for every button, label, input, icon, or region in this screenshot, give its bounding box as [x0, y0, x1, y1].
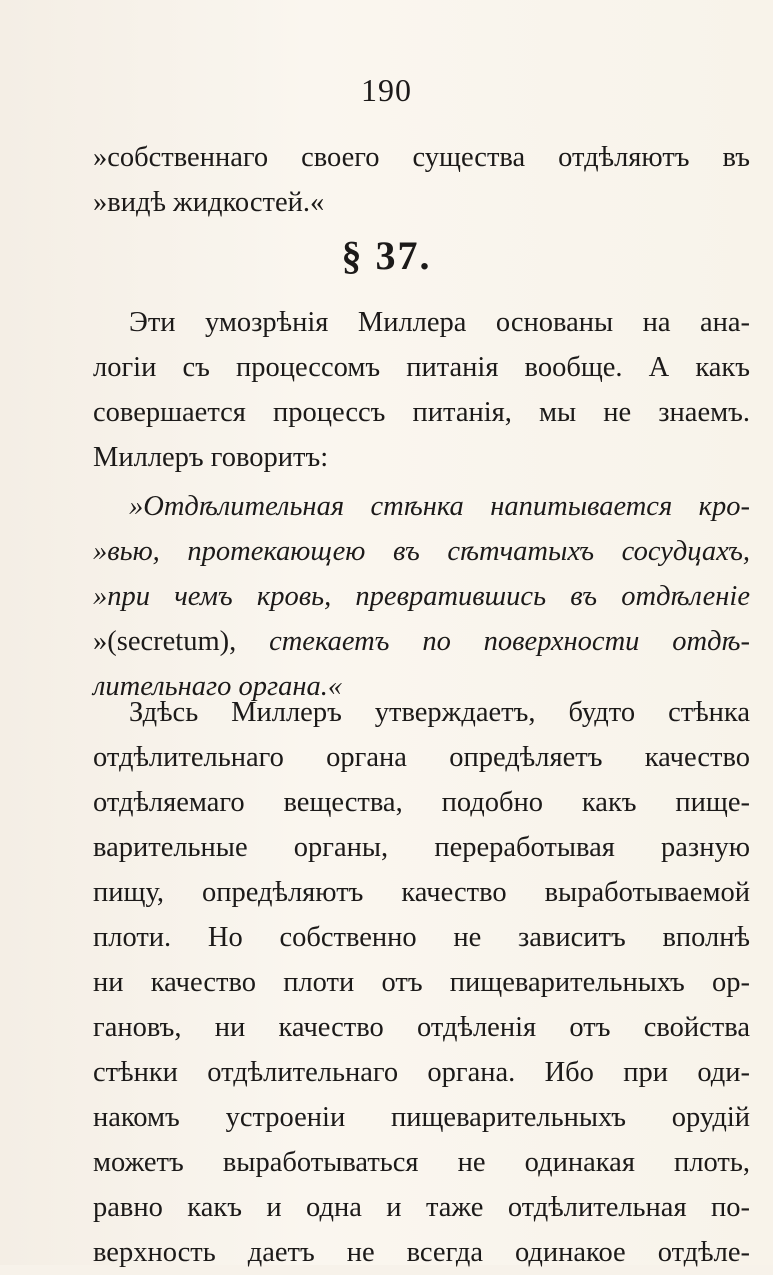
section-heading: § 37. — [341, 233, 432, 278]
quote-line — [93, 619, 750, 664]
text-line: гановъ, ни качество отдѣленія отъ свойства — [93, 1012, 750, 1043]
text-line: накомъ устроеніи пищеварительныхъ орудій — [93, 1102, 750, 1133]
text-line: варительные органы, переработывая разную — [93, 832, 750, 863]
paragraph-2 — [93, 690, 750, 1275]
top-text — [93, 135, 750, 225]
text-line: ни качество плоти отъ пищеварительныхъ ор- — [93, 967, 750, 998]
paragraph-1 — [93, 300, 750, 480]
text-line: Эти умозрѣнія Миллера основаны на ана- — [129, 307, 750, 338]
page-number: 190 — [361, 72, 412, 108]
quote-line: »при чемъ кровь, превратившись въ отдѣленіе — [93, 581, 750, 612]
text-line: плоти. Но собственно не зависитъ вполнѣ — [93, 922, 750, 953]
text-line: отдѣлительнаго органа опредѣляетъ качество — [93, 742, 750, 773]
text-line: равно какъ и одна и таже отдѣлительная по- — [93, 1192, 750, 1223]
text-line: можетъ выработываться не одинакая плоть, — [93, 1147, 750, 1178]
text-line: верхность даетъ не всегда одинакое отдѣле- — [93, 1237, 750, 1268]
text-line: Здѣсь Миллеръ утверждаетъ, будто стѣнка — [129, 697, 750, 728]
quote-text: стекаетъ по поверхности отдѣ- — [269, 626, 750, 657]
text-line: отдѣляемаго вещества, подобно какъ пище- — [93, 787, 750, 818]
text-line: »собственнаго своего существа отдѣляютъ въ — [93, 142, 750, 173]
text-line: Миллеръ говоритъ: — [93, 442, 329, 473]
quote-line: лительнаго органа.« — [93, 671, 343, 702]
text-line: логіи съ процессомъ питанія вообще. А какъ — [93, 352, 750, 383]
text-line: пищу, опредѣляютъ качество выработываемой — [93, 877, 750, 908]
text-line: »видѣ жидкостей.« — [93, 187, 325, 218]
quote-line: »Отдѣлительная стѣнка напитывается кро- — [129, 491, 750, 522]
quote-line: »вью, протекающею въ сѣтчатыхъ сосудцахъ, — [93, 536, 750, 567]
text-line: стѣнки отдѣлительнаго органа. Ибо при оди- — [93, 1057, 750, 1088]
quote-block — [93, 484, 750, 709]
text-line: совершается процессъ питанія, мы не знаемъ. — [93, 397, 750, 428]
latin-term: »(secretum), — [93, 626, 270, 657]
